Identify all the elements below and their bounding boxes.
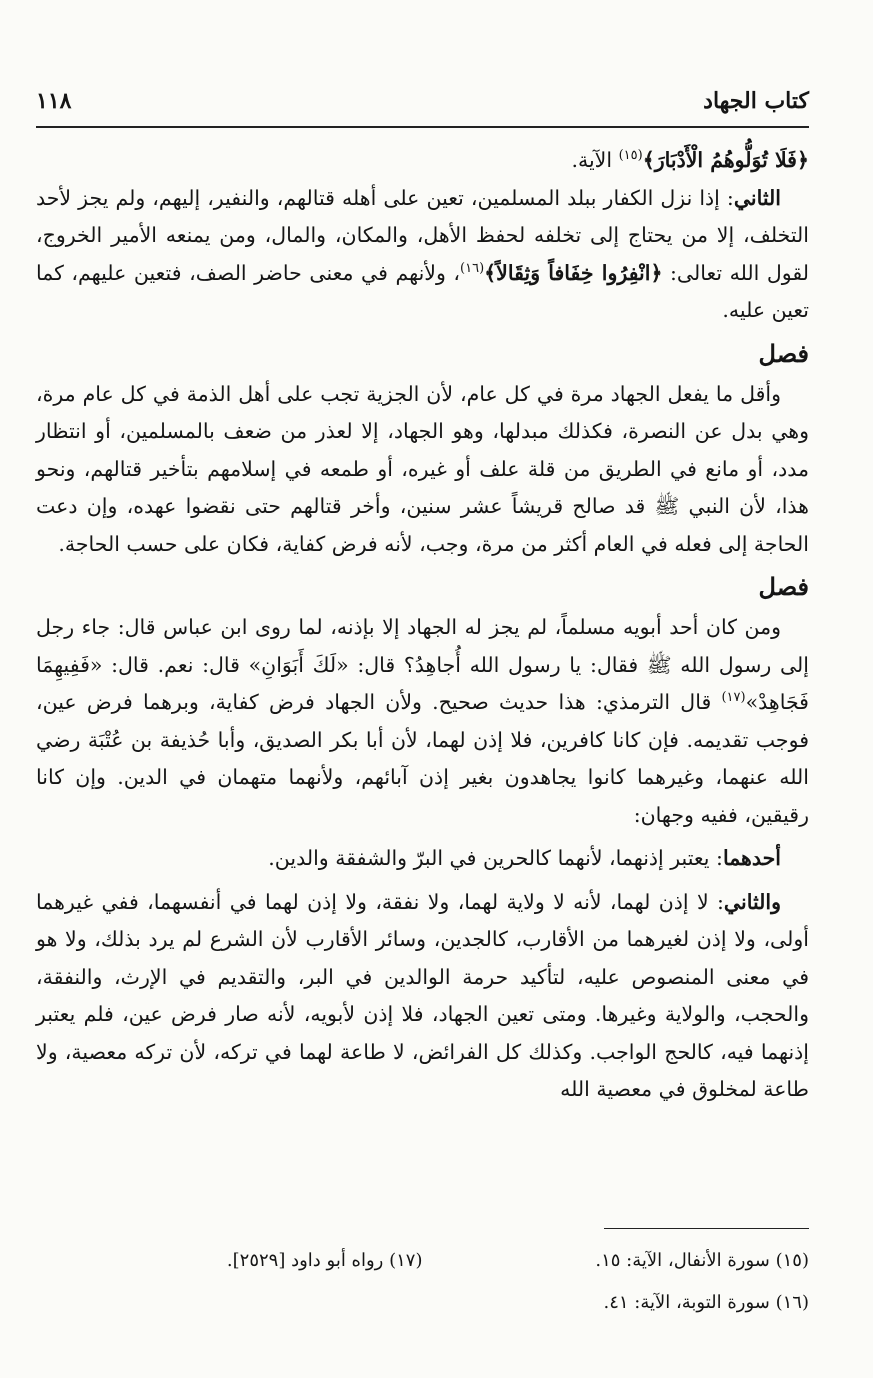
footnote-marker[interactable]: (١٦): [460, 260, 485, 276]
footnote-row: [36, 1282, 809, 1324]
footnotes: [36, 1240, 809, 1324]
paragraph-text: ، ولأنهم في معنى حاضر الصف، فتعين عليهم، كما تعين عليه.: [36, 260, 809, 322]
paragraph-text: ومن كان أحد أبويه مسلماً، لم يجز له الجهاد إلا بإذنه، لما روى ابن عباس قال: جاء رجل إلى رسول الله ﷺ فقال: يا رسول الله أُجاهِدُ؟ قال: «لَكَ أَبَوَانِ» قال: نعم. قال: «فَفِيهِمَا فَجَاهِدْ»: [36, 615, 809, 714]
paragraph-text: الآية.: [571, 148, 619, 172]
footnote-rule: [604, 1228, 809, 1229]
paragraph-text: : يعتبر إذنهما، لأنهما كالحرين في البرّ والشفقة والدين.: [268, 846, 723, 870]
paragraph: [36, 609, 809, 834]
footnote-16: (١٦) سورة التوبة، الآية: ٤١.: [603, 1292, 809, 1313]
footnote-marker[interactable]: (١٧): [721, 690, 746, 706]
chapter-title: كتاب الجهاد: [703, 88, 809, 114]
paragraph-lead: أحدهما: [722, 846, 781, 870]
paragraph-text: : إذا نزل الكفار ببلد المسلمين، تعين على أهله قتالهم، والنفير، إليهم، ولم يجز لأحد التخلف، إلا من يحتاج إلى تخلفه لحفظ الأهل، والمكان، والمال، ومن يمنعه الأمير الخروج، لقول الله تعالى:: [36, 185, 810, 285]
paragraph-text: قال الترمذي: هذا حديث صحيح. ولأن الجهاد فرض كفاية، وبرهما فرض عين، فوجب تقديمه. فإن كانا كافرين، فلا إذن لهما، لأن أبا بكر الصديق، وأبا حُذيفة بن عُتْبَة رضي الله عنهما، وغيرهما كانوا يجاهدون بغير إذن آبائهم، ولأنهما متهمان في الدين. وإن كانا رقيقين، ففيه وجهان:: [36, 690, 809, 827]
quran-quote: ﴿انْفِرُوا خِفَافاً وَثِقَالاً﴾: [484, 260, 663, 285]
paragraph: وأقل ما يفعل الجهاد مرة في كل عام، لأن الجزية تجب على أهل الذمة في كل عام مرة، وهي بدل عن النصرة، فكذلك مبدلها، وهو الجهاد، إلا لعذر من ضعف بالمسلمين، أو انتظار مدد، أو مانع في الطريق من قلة علف أو غيره، أو طمعه في إسلامهم بتأخير قتالهم، ونحو هذا، لأن النبي ﷺ قد صالح قريشاً عشر سنين، وأخر قتالهم حتى نقضوا عهده، وإن دعت الحاجة إلى فعله في العام أكثر من مرة، وجب، لأنه فرض كفاية، فكان على حسب الحاجة.: [36, 381, 809, 556]
running-header: [36, 84, 809, 118]
main-text: [36, 142, 809, 1109]
footnote-15: (١٥) سورة الأنفال، الآية: ١٥.: [595, 1250, 809, 1271]
footnote-17: (١٧) رواه أبو داود [٢٥٢٩].: [226, 1250, 423, 1271]
paragraph-text: : لا إذن لهما، لأنه لا ولاية لهما، ولا نفقة، ولا إذن لهما في أنفسهما، ففي غيرهما أولى، ولا إذن لغيرهما من الأقارب، كالجدين، وسائر الأقارب لأن الشرع لم يرد بذلك، ولا هو في معنى المنصوص عليه، لتأكيد حرمة الوالدين في البر، والتقديم في الإرث، والنفقة، والحجب، والولاية وغيرها. ومتى تعين الجهاد، فلا إذن لأبويه، لأنه صار فرض عين، فلم يعتبر إذنهما فيه، كالحج الواجب. وكذلك كل الفرائض، لا طاعة لهما في تركه، لأن تركه معصية، ولا طاعة لمخلوق في معصية الله: [36, 889, 809, 1101]
quran-quote: ﴿فَلَا تُوَلُّوهُمُ الْأَدْبَارَ﴾: [642, 148, 809, 172]
paragraph-lead: الثاني: [733, 185, 781, 210]
paragraph: [36, 884, 809, 1109]
page-number: ١١٨: [36, 88, 72, 114]
section-heading: فصل: [758, 572, 809, 601]
footnote-marker[interactable]: (١٥): [618, 148, 643, 164]
paragraph: [36, 142, 809, 180]
paragraph: [36, 840, 809, 878]
header-rule: [36, 126, 809, 128]
paragraph: [36, 180, 809, 330]
section-heading: فصل: [758, 338, 809, 368]
footnote-row: [36, 1240, 809, 1282]
paragraph-lead: والثاني: [723, 889, 781, 914]
